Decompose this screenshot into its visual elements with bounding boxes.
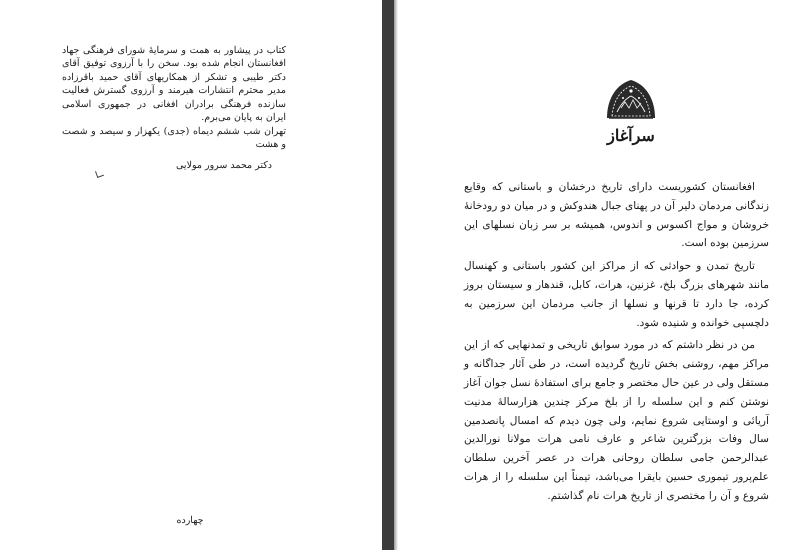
page-number: چهارده bbox=[176, 515, 204, 526]
paragraph-1: افغانستان کشوریست دارای تاریخ درخشان و باستانی که وقایع زندگانی مردمان دلیر آن در پهنای جبال هندوکش و در میان دو رودخانهٔ خروشان و مواج اکسوس و اندوس، همیشه بر سر زبان نسلهای این سرزمین بوده است. bbox=[464, 181, 769, 250]
chapter-body bbox=[464, 178, 769, 510]
right-page bbox=[398, 0, 795, 550]
chapter-title: سرآغاز bbox=[607, 126, 655, 145]
date-line: تهران شب ششم دیماه (جدی) یکهزار و سیصد و شصت و هشت bbox=[62, 126, 286, 150]
paragraph-2: تاریخ تمدن و حوادثی که از مراکز این کشور باستانی و کهنسال مانند شهرهای بزرگ بلخ، غزنین، هرات، کابل، قندهار و سیستان بروز کرده، جا دارد تا قرنها و نسلها از جانب مردمان این سرزمین به دلچسپی خوانده و شنیده شود. bbox=[464, 260, 769, 329]
left-page-paragraph: کتاب در پیشاور به همت و سرمایهٔ شورای فرهنگی جهاد افغانستان انجام شده بود. سخن را با آرزوی توفیق آقای دکتر طیبی و تشکر از همکاریهای آقای حمید باقرزاده مدیر محترم انتشارات هیرمند و آرزوی گسترش فعالیت سازنده فرهنگی برادران افغانی در جمهوری اسلامی ایران به پایان می‌برم. bbox=[62, 45, 286, 124]
calligraphy-ornament-icon bbox=[605, 78, 657, 120]
paragraph-3: من در نظر داشتم که در مورد سوابق تاریخی و تمدنهایی که از این مراکز مهم، روشنی بخش تاریخ گردیده است، در طی آثار جداگانه و مستقل ولی در عین حال مختصر و جامع برای استفادهٔ نسل جوان آغاز نوشتن کنم و این سلسله را از بلخ مرکز چندین هزارسالهٔ مدنیت آریائی و اوستایی شروع نمایم، ولی چون دیدم که امسال پانصدمین سال وفات بزرگترین شاعر و عارف نامی هرات مولانا نورالدین عبدالرحمن جامی سلطان روحانی هرات در عصر آخرین سلطان علم‌پرور تیموری حسین بایقرا می‌باشد، تیمناً این سلسله را از هرات شروع و آن را مختصری از تاریخ هرات نام گذاشتم. bbox=[463, 339, 769, 502]
book-gutter bbox=[382, 0, 394, 550]
author-signature: دکتر محمد سرور مولایی bbox=[176, 160, 272, 171]
left-page bbox=[0, 0, 382, 550]
